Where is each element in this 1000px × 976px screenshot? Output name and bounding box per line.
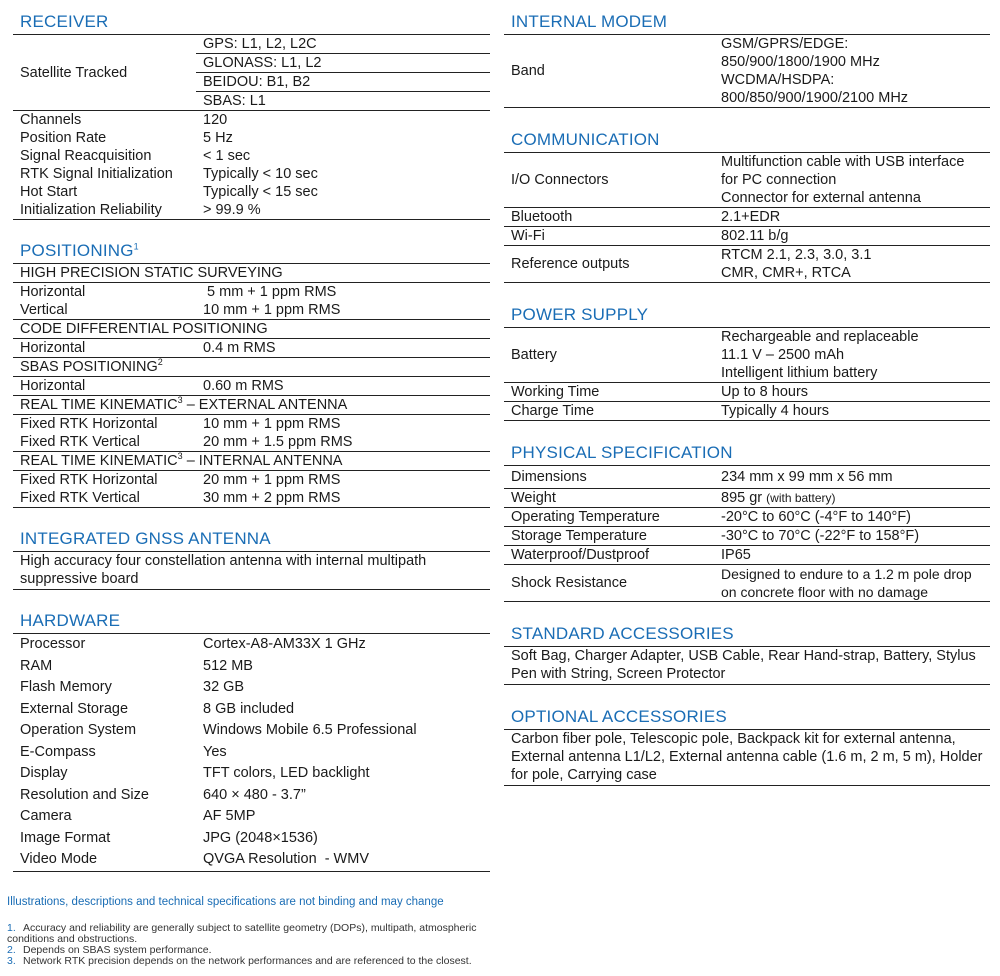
weight-value: 895 gr (721, 490, 763, 506)
group-heading-text: REAL TIME KINEMATIC (20, 397, 178, 413)
row-value: BEIDOU: B1, B2 (196, 73, 490, 92)
row-value (714, 565, 990, 602)
row-label: Working Time (504, 383, 714, 402)
row-label: Position Rate (20, 130, 107, 146)
row-value: 8 GB included (203, 700, 295, 717)
row-value: 0.60 m RMS (196, 377, 490, 396)
section-title-standard-accessories: STANDARD ACCESSORIES (511, 624, 734, 643)
row-value (714, 153, 990, 208)
group-heading-text: REAL TIME KINEMATIC (20, 453, 178, 469)
section-title-modem: INTERNAL MODEM (511, 12, 668, 31)
left-column (13, 0, 490, 872)
footnote-number: 2. (7, 944, 16, 956)
power-table (504, 327, 990, 421)
row-label: Reference outputs (504, 246, 714, 283)
row-label: Battery (504, 328, 714, 383)
communication-table (504, 152, 990, 283)
row-value: -30°C to 70°C (-22°F to 158°F) (714, 527, 990, 546)
section-title-optional-accessories: OPTIONAL ACCESSORIES (511, 707, 727, 726)
row-value: 30 mm + 2 ppm RMS (196, 489, 490, 508)
section-title-positioning (20, 241, 490, 261)
value-line: Connector for external antenna (721, 190, 921, 206)
row-value: Yes (203, 743, 227, 760)
row-label: RAM (20, 657, 53, 674)
row-label: Operation System (20, 722, 137, 738)
row-value: JPG (2048×1536) (203, 829, 318, 846)
row-label: Vertical (13, 301, 196, 320)
row-value (714, 246, 990, 283)
row-value (714, 328, 990, 383)
row-label: Signal Reacquisition (20, 148, 152, 164)
row-value: 5 Hz (203, 130, 233, 146)
value-line: RTCM 2.1, 2.3, 3.0, 3.1 (721, 247, 872, 263)
row-label: Display (20, 765, 68, 781)
row-label: Fixed RTK Horizontal (20, 472, 158, 488)
value-line: Multifunction cable with USB interface (721, 154, 965, 170)
row-label: Fixed RTK Horizontal (20, 416, 158, 432)
row-value: 640 × 480 - 3.7” (203, 786, 306, 803)
positioning-table (13, 263, 490, 508)
row-label: Processor (13, 634, 196, 656)
section-title-power: POWER SUPPLY (511, 305, 649, 324)
row-label: Band (504, 35, 714, 108)
row-value (714, 489, 990, 508)
row-label: External Storage (20, 700, 129, 717)
row-value: 20 mm + 1 ppm RMS (203, 472, 341, 488)
row-label: Horizontal (13, 377, 196, 396)
section-title-communication: COMMUNICATION (511, 130, 660, 149)
section-title-hardware: HARDWARE (20, 611, 121, 630)
row-label: Storage Temperature (504, 527, 714, 546)
row-value: 802.11 b/g (714, 227, 990, 246)
row-value: AF 5MP (203, 808, 256, 824)
row-label: E-Compass (20, 743, 96, 760)
footnote-text: Depends on SBAS system performance. (23, 944, 212, 956)
footer (7, 896, 507, 967)
row-label: Fixed RTK Vertical (13, 489, 196, 508)
row-label: Dimensions (504, 466, 714, 489)
footnote-ref: 3 (177, 395, 183, 406)
row-value: Typically 4 hours (714, 402, 990, 421)
row-label: Satellite Tracked (13, 35, 196, 111)
row-label: Hot Start (20, 184, 78, 200)
row-value: 10 mm + 1 ppm RMS (203, 416, 341, 432)
row-label: Waterproof/Dustproof (504, 546, 714, 565)
group-heading-text: – EXTERNAL ANTENNA (182, 397, 348, 413)
row-value: 2.1+EDR (714, 208, 990, 227)
footnotes (7, 923, 507, 967)
row-label: Horizontal (20, 284, 86, 300)
row-value: Typically < 10 sec (203, 166, 318, 182)
footnote-number: 3. (7, 955, 16, 967)
row-label: Image Format (20, 829, 111, 846)
row-value: Windows Mobile 6.5 Professional (203, 722, 417, 738)
value-line: GSM/GPRS/EDGE: (721, 36, 849, 52)
row-value: > 99.9 % (196, 201, 490, 220)
row-value: < 1 sec (203, 148, 251, 164)
footnote-ref: 3 (177, 451, 183, 462)
footnote-ref: 2 (157, 357, 163, 368)
row-value: IP65 (714, 546, 990, 565)
row-label: I/O Connectors (504, 153, 714, 208)
footnote-ref: 1 (133, 241, 139, 252)
row-value: TFT colors, LED backlight (203, 765, 370, 781)
group-heading: HIGH PRECISION STATIC SURVEYING (13, 264, 490, 283)
row-value: 5 mm + 1 ppm RMS (203, 284, 337, 300)
row-label: Weight (504, 489, 714, 508)
physical-table (504, 465, 990, 602)
row-label: Flash Memory (20, 679, 112, 695)
row-value: QVGA Resolution - WMV (196, 849, 490, 871)
row-value: SBAS: L1 (196, 92, 490, 111)
section-title-physical: PHYSICAL SPECIFICATION (511, 443, 733, 462)
hardware-table (13, 633, 490, 872)
row-label: Operating Temperature (504, 508, 714, 527)
group-heading-text: – INTERNAL ANTENNA (182, 453, 343, 469)
row-value: 234 mm x 99 mm x 56 mm (714, 466, 990, 489)
disclaimer: Illustrations, descriptions and technical specifications are not binding and may change (7, 896, 444, 908)
row-value: 10 mm + 1 ppm RMS (196, 301, 490, 320)
value-line: Intelligent lithium battery (721, 365, 878, 381)
row-value (714, 35, 990, 108)
row-value: 32 GB (203, 679, 245, 695)
antenna-description: High accuracy four constellation antenna with internal multipath suppressive board (13, 551, 490, 590)
row-label: Camera (20, 808, 72, 824)
receiver-table (13, 34, 490, 220)
value-line: 11.1 V – 2500 mAh (721, 347, 845, 363)
section-title-antenna: INTEGRATED GNSS ANTENNA (20, 529, 271, 548)
footnote-number: 1. (7, 922, 16, 934)
positioning-title-text: POSITIONING (20, 241, 134, 260)
value-line: for PC connection (721, 172, 837, 188)
row-label: Fixed RTK Vertical (13, 433, 196, 452)
row-label: Charge Time (504, 402, 714, 421)
row-value: Up to 8 hours (714, 383, 990, 402)
row-label: Bluetooth (504, 208, 714, 227)
group-heading: CODE DIFFERENTIAL POSITIONING (13, 320, 490, 339)
optional-accessories-text: Carbon fiber pole, Telescopic pole, Backpack kit for external antenna, External antenna L1/L2, External antenna cable (1.6 m, 2 m, 5 m), Holder for pole, Carrying case (504, 729, 990, 786)
row-value: -20°C to 60°C (-4°F to 140°F) (714, 508, 990, 527)
group-heading (13, 358, 490, 377)
group-heading (13, 396, 490, 415)
row-label: Resolution and Size (20, 786, 149, 803)
value-line: Designed to endure to a 1.2 m pole drop (721, 566, 972, 582)
section-title-receiver: RECEIVER (20, 12, 109, 31)
row-value: GLONASS: L1, L2 (196, 54, 490, 73)
row-value: GPS: L1, L2, L2C (196, 35, 490, 54)
value-line: 800/850/900/1900/2100 MHz (721, 90, 909, 106)
row-label: Wi-Fi (504, 227, 714, 246)
group-heading (13, 452, 490, 471)
modem-table (504, 34, 990, 108)
row-value: 120 (203, 112, 228, 128)
row-label: Shock Resistance (504, 565, 714, 602)
row-label: RTK Signal Initialization (20, 166, 173, 182)
row-label: Horizontal (13, 339, 196, 358)
value-line: on concrete floor with no damage (721, 584, 929, 600)
right-column (504, 0, 990, 786)
footnote-text: Network RTK precision depends on the network performances and are referenced to the closest. (23, 955, 472, 967)
row-value: 0.4 m RMS (196, 339, 490, 358)
standard-accessories-text: Soft Bag, Charger Adapter, USB Cable, Rear Hand-strap, Battery, Stylus Pen with String, Screen Protector (504, 646, 990, 685)
value-line: Rechargeable and replaceable (721, 329, 919, 345)
value-line: 850/900/1800/1900 MHz (721, 54, 880, 70)
footnote-text: Accuracy and reliability are generally subject to satellite geometry (DOPs), multipath, atmospheric (23, 922, 477, 934)
footnote (7, 956, 507, 967)
row-label: Video Mode (13, 849, 196, 871)
footnote-continuation: conditions and obstructions. (7, 933, 138, 945)
row-value: 20 mm + 1.5 ppm RMS (196, 433, 490, 452)
row-value: Cortex-A8-AM33X 1 GHz (196, 634, 490, 656)
value-line: WCDMA/HSDPA: (721, 72, 835, 88)
row-value: Typically < 15 sec (203, 184, 318, 200)
row-label: Initialization Reliability (13, 201, 196, 220)
row-label: Channels (20, 112, 82, 128)
value-line: CMR, CMR+, RTCA (721, 265, 851, 281)
weight-note: (with battery) (766, 491, 836, 505)
row-value: 512 MB (203, 657, 253, 674)
group-heading-text: SBAS POSITIONING (20, 359, 158, 375)
